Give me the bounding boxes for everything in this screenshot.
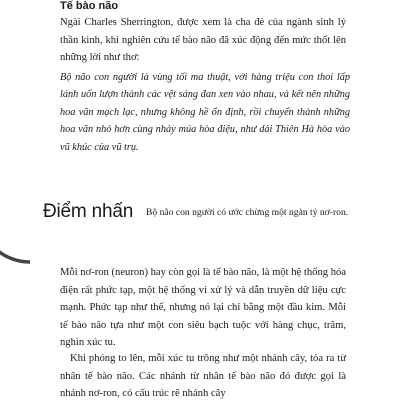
section-heading: Tế bào não [60,0,119,12]
intro-paragraph: Ngài Charles Sherrington, được xem là cha đẻ của ngành sinh lý thần kinh, khi nghiên cứu tế bào não đã xúc động đến mức thốt lên những lời như thơ: [60,17,346,64]
body-paragraph-neuron: Mỗi nơ-ron (neuron) hay còn gọi là tế bào não, là một hệ thống hóa điện rất phức tạp, một hệ thống vi xử lý và dẫn truyền dữ liệu cực mạnh. Phức tạp như thế, nhưng nó lại chỉ bằng một đầu kim. Mỗi tế bào não tựa như một con siêu bạch tuộc với hàng chục, trăm, nghìn xúc tu. [60,267,346,349]
poem-quote: Bộ não con người là vùng tối ma thuật, với hàng triệu con thoi lấp lánh uốn lượn thành các vệt sáng đan xen vào nhau, và kết nên những hoa văn mạch lạc, nhưng không hề ổn định, rồi chuyển thành những hoa văn nhỏ hơn cùng nhảy múa hòa điệu, như dải Thiên Hà hòa vào vũ khúc của vũ trụ. [60,72,350,153]
highlight-box [0,196,400,238]
body-paragraph-branches: Khi phóng to lên, mỗi xúc tu trông như một nhánh cây, tỏa ra từ nhân tế bào não. Các nhánh từ nhân tế bào não đó được gọi là nhánh nơ-ron, có cấu trúc rẽ nhánh cây [60,353,346,400]
highlight-title: Điểm nhấn [43,201,134,222]
highlight-text: Bộ não con người có ước chừng một ngàn tỷ nơ-ron. [146,207,349,218]
